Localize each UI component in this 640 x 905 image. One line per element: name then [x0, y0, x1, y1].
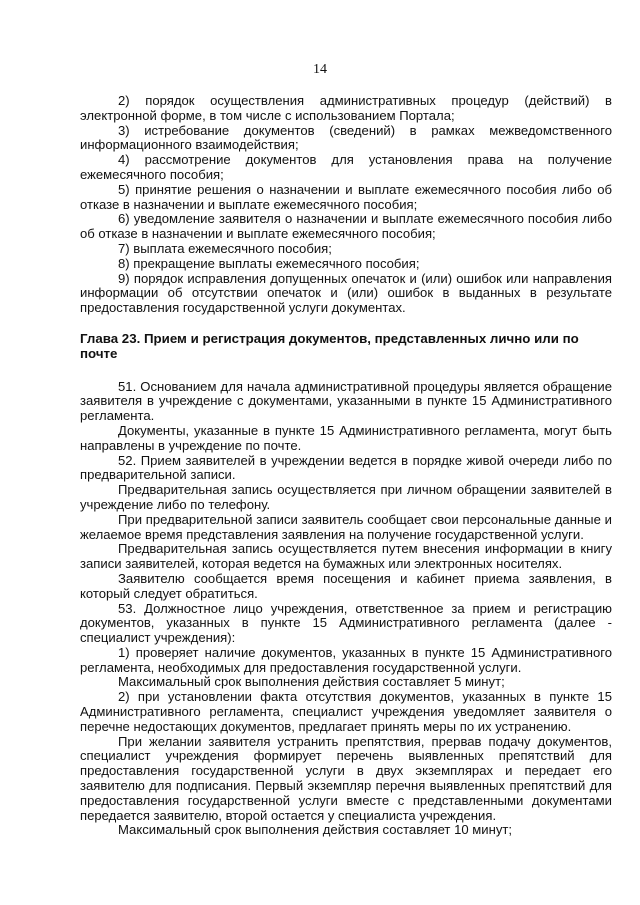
paragraph: При предварительной записи заявитель сообщает свои персональные данные и желаемое время представления заявления на получение государственной услуги.: [80, 511, 616, 542]
paragraph: При желании заявителя устранить препятствия, прервав подачу документов, специалист учреждения формирует перечень выявленных препятствий для предоставления государственной услуги в двух экземплярах и передает его заявителю для подписания. Первый экземпляр перечня выявленных препятствий для предоставления государственной услуги вместе с представленными документами передается заявителю, второй остается у специалиста учреждения.: [80, 733, 616, 823]
paragraph: Максимальный срок выполнения действия составляет 5 минут;: [118, 674, 505, 690]
list-item: 6) уведомление заявителя о назначении и выплате ежемесячного пособия либо об отказе в назначении и выплате ежемесячного пособия;: [80, 211, 616, 242]
paragraph: 2) при установлении факта отсутствия документов, указанных в пункте 15 Административного регламента, специалист учреждения уведомляет заявителя о перечне недостающих документов, предлагает принять меры по их устранению.: [80, 689, 616, 734]
list-item: 5) принятие решения о назначении и выплате ежемесячного пособия либо об отказе в назначении и выплате ежемесячного пособия;: [80, 181, 616, 212]
chapter-heading: Глава 23. Прием и регистрация документов, представленных лично или по почте: [80, 330, 583, 361]
chapter-body: [80, 378, 616, 839]
page-number: 14: [313, 62, 327, 77]
procedure-list: [80, 93, 616, 316]
list-item: 9) порядок исправления допущенных опечаток и (или) ошибок или направления информации об отсутствии опечаток и (или) ошибок в выданных в результате предоставления государственной услуги документах.: [80, 270, 616, 316]
paragraph: Предварительная запись осуществляется при личном обращении заявителей в учреждение либо по телефону.: [80, 482, 616, 512]
paragraph: 52. Прием заявителей в учреждении ведется в порядке живой очереди либо по предварительной записи.: [80, 452, 616, 483]
paragraph: Документы, указанные в пункте 15 Административного регламента, могут быть направлены в учреждение по почте.: [80, 422, 616, 453]
paragraph: Предварительная запись осуществляется путем внесения информации в книгу записи заявителей, которая ведется на бумажных или электронных носителях.: [80, 541, 616, 572]
list-item: 3) истребование документов (сведений) в рамках межведомственного информационного взаимодействия;: [80, 122, 616, 153]
paragraph: Заявителю сообщается время посещения и кабинет приема заявления, в который следует обратиться.: [80, 570, 616, 601]
paragraph: Максимальный срок выполнения действия составляет 10 минут;: [118, 822, 513, 838]
list-item: 7) выплата ежемесячного пособия;: [118, 240, 332, 256]
list-item: 4) рассмотрение документов для установления права на получение ежемесячного пособия;: [80, 152, 616, 182]
list-item: 8) прекращение выплаты ежемесячного пособия;: [118, 255, 420, 271]
page-body: [80, 93, 616, 838]
paragraph: 1) проверяет наличие документов, указанных в пункте 15 Административного регламента, необходимых для предоставления государственной услуги.: [80, 644, 616, 675]
list-item: 2) порядок осуществления административных процедур (действий) в электронной форме, в том числе с использованием Портала;: [80, 93, 616, 123]
paragraph: 51. Основанием для начала административной процедуры является обращение заявителя в учреждение с документами, указанными в пункте 15 Административного регламента.: [80, 378, 616, 424]
paragraph: 53. Должностное лицо учреждения, ответственное за прием и регистрацию документов, указанных в пункте 15 Административного регламента (далее - специалист учреждения):: [80, 600, 616, 646]
